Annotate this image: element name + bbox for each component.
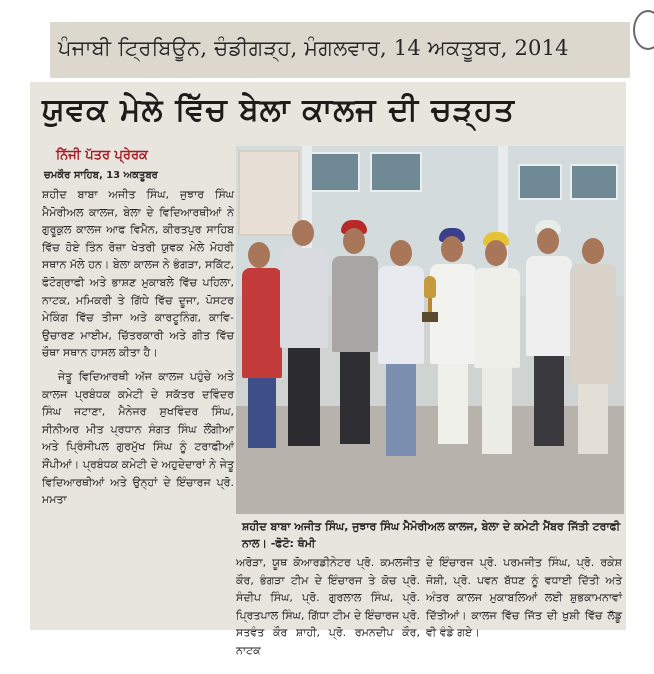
article-paragraph: ਦੇ ਇੰਚਾਰਜ ਪ੍ਰੋ. ਪਰਮਜੀਤ ਸਿੰਘ, ਪ੍ਰੋ. ਰਕੇਸ਼ ਜੋਸ਼ੀ, ਪ੍ਰੋ. ਪਵਨ ਬੱਧਣ ਨੂੰ ਵਧਾਈ ਦਿੱਤੀ ਅਤੇ ਅੰਤਰ ਕਾਲਜ ਮੁਕਾਬਲਿਆਂ ਲਈ ਸ਼ੁਭਕਾਮਨਾਵਾਂ ਦਿੱਤੀਆਂ। ਕਾਲਜ ਵਿੱਚ ਜਿੱਤ ਦੀ ਖੁਸ਼ੀ ਵਿੱਚ ਲੱਡੂ ਵੀ ਵੰਡੇ ਗਏ।	[426, 556, 622, 640]
newspaper-masthead-clipping	[50, 22, 630, 78]
article-headline: ਯੁਵਕ ਮੇਲੇ ਵਿੱਚ ਬੇਲਾ ਕਾਲਜ ਦੀ ਚੜ੍ਹਤ	[42, 92, 515, 128]
news-article-clipping	[30, 82, 626, 657]
article-paragraph: ਜੇਤੂ ਵਿਦਿਆਰਥੀ ਅੱਜ ਕਾਲਜ ਪਹੁੰਚੇ ਅਤੇ ਕਾਲਜ ਪ੍ਰਬੰਧਕ ਕਮੇਟੀ ਦੇ ਸਕੱਤਰ ਦਵਿੰਦਰ ਸਿੰਘ ਜਟਾਣਾ, ਮੈਨੇਜਰ ਸੁਖਵਿੰਦਰ ਸਿੰਘ, ਸੀਨੀਅਰ ਮੀਤ ਪ੍ਰਧਾਨ ਸੰਗਤ ਸਿੰਘ ਲੌਂਗੀਆ ਅਤੇ ਪ੍ਰਿੰਸੀਪਲ ਗੁਰਮੁੱਖ ਸਿੰਘ ਨੂੰ ਟਰਾਫੀਆਂ ਸੌਂਪੀਆਂ। ਪ੍ਰਬੰਧਕ ਕਮੇਟੀ ਦੇ ਅਹੁਦੇਦਾਰਾਂ ਨੇ ਜੇਤੂ ਵਿਦਿਆਰਥੀਆਂ ਅਤੇ ਉਨ੍ਹਾਂ ਦੇ ਇੰਚਾਰਜ ਪ੍ਰੋ. ਮਮਤਾ	[42, 369, 234, 507]
masthead-text: ਪੰਜਾਬੀ ਟ੍ਰਿਬਿਊਨ, ਚੰਡੀਗੜ੍ਹ, ਮੰਗਲਵਾਰ, 14 ਅਕਤੂਬਰ, 2014	[58, 36, 569, 60]
article-dateline: ਚਮਕੌਰ ਸਾਹਿਬ, 13 ਅਕਤੂਬਰ	[44, 170, 158, 181]
article-paragraph: ਸ਼ਹੀਦ ਬਾਬਾ ਅਜੀਤ ਸਿੰਘ, ਜੁਝਾਰ ਸਿੰਘ ਮੈਮੋਰੀਅਲ ਕਾਲਜ, ਬੇਲਾ ਦੇ ਵਿਦਿਆਰਥੀਆਂ ਨੇ ਗੁਰੂਕੁਲ ਕਾਲਜ ਆਫ ਵਿਮੈਨ, ਕੀਰਤਪੁਰ ਸਾਹਿਬ ਵਿੱਚ ਹੋਏ ਤਿੰਨ ਰੋਜ਼ਾ ਖੇਤਰੀ ਯੁਵਕ ਮੇਲੇ ਮੋਹਰੀ ਸਥਾਨ ਮੱਲੇ ਹਨ। ਬੇਲਾ ਕਾਲਜ ਨੇ ਭੰਗੜਾ, ਸਕਿੱਟ, ਫੋਟੋਗ੍ਰਾਫੀ ਅਤੇ ਭਾਸ਼ਣ ਮੁਕਾਬਲੇ ਵਿੱਚ ਪਹਿਲਾ, ਨਾਟਕ, ਮਮਿਕਰੀ ਤੇ ਗਿੱਧੇ ਵਿੱਚ ਦੂਜਾ, ਪੋਸਟਰ ਮੇਕਿੰਗ ਵਿੱਚ ਤੀਜਾ ਅਤੇ ਕਾਰਟੂਨਿੰਗ, ਕਾਵਿ-ਉਚਾਰਣ ਮਾਈਮ, ਚਿੱਤਰਕਾਰੀ ਅਤੇ ਗੀਤ ਵਿੱਚ ਚੌਥਾ ਸਥਾਨ ਹਾਸਲ ਕੀਤਾ ਹੈ।	[42, 188, 234, 360]
photo-window	[370, 152, 422, 192]
photo-window	[518, 164, 562, 200]
article-column-left	[42, 186, 234, 509]
trophy-icon	[422, 276, 438, 324]
article-paragraph: ਅਰੋੜਾ, ਯੂਥ ਕੋਆਰਡੀਨੇਟਰ ਪ੍ਰੋ. ਕਮਲਜੀਤ ਕੌਰ, ਭੰਗੜਾ ਟੀਮ ਦੇ ਇੰਚਾਰਜ ਤੇ ਕੋਚ ਪ੍ਰੋ. ਸੰਦੀਪ ਸਿੰਘ, ਪ੍ਰੋ. ਗੁਰਲਾਲ ਸਿੰਘ, ਪ੍ਰੋ. ਪ੍ਰਿਤਪਾਲ ਸਿੰਘ, ਗਿੱਧਾ ਟੀਮ ਦੇ ਇੰਚਾਰਜ ਪ੍ਰੋ. ਸਤਵੰਤ ਕੌਰ ਸ਼ਾਹੀ, ਪ੍ਰੋ. ਰਮਨਦੀਪ ਕੌਰ, ਨਾਟਕ	[236, 556, 420, 657]
article-column-middle	[236, 554, 420, 660]
article-byline: ਨਿੱਜੀ ਪੱਤਰ ਪ੍ਰੇਰਕ	[56, 148, 148, 163]
photo-window	[570, 164, 618, 200]
photo-wall-poster	[238, 150, 300, 236]
news-photo	[236, 146, 624, 514]
photo-window	[308, 152, 360, 192]
photo-caption: ਸ਼ਹੀਦ ਬਾਬਾ ਅਜੀਤ ਸਿੰਘ, ਜੁਝਾਰ ਸਿੰਘ ਮੈਮੋਰੀਅਲ ਕਾਲਜ, ਬੇਲਾ ਦੇ ਕਮੇਟੀ ਮੈਂਬਰ ਜਿੱਤੀ ਟਰਾਫੀ ਨਾਲ। -ਫੋਟੋ: ਥੰਮੀ	[242, 520, 621, 550]
article-column-right	[426, 554, 622, 642]
